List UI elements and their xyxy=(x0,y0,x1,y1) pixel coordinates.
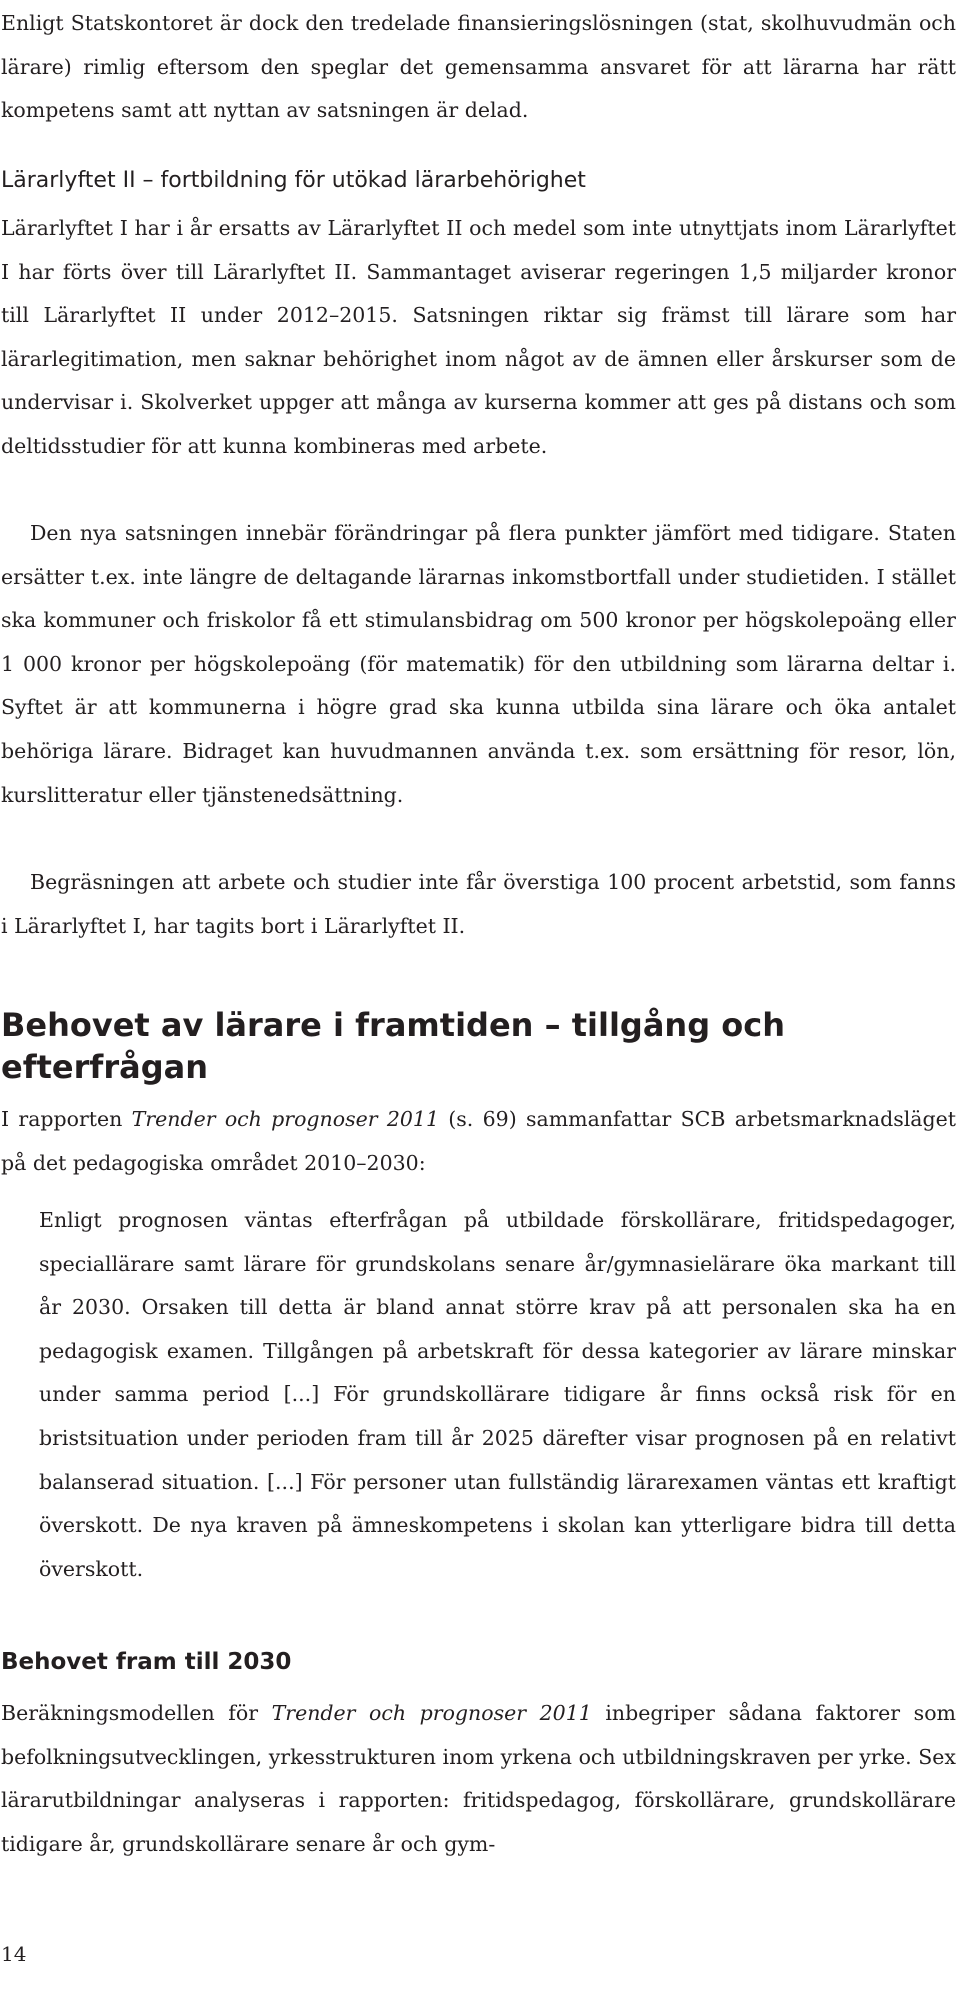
lararlyftet-paragraph-3: Begräsningen att arbete och studier inte får överstiga 100 procent arbetstid, som fanns i Lärarlyftet I, har tagits bort i Lärarlyftet II. xyxy=(1,870,956,938)
lararlyftet-subheading: Lärarlyftet II – fortbildning för utökad lärarbehörighet xyxy=(1,168,586,193)
behovet-intro-after: (s. 69) sammanfattar SCB arbetsmarknadsläget på det pedagogiska området 2010–2030: xyxy=(1,1107,956,1175)
lararlyftet-paragraph-2: Den nya satsningen innebär förändringar på flera punkter jämfört med tidigare. Staten ersätter t.ex. inte längre de deltagande lärarnas inkomstbortfall under studietiden. I stället ska kommuner och friskolor få ett stimulansbidrag om 500 kronor per högskolepoäng eller 1 000 kronor per högskolepoäng (för matematik) för den utbildning som lärarna deltar i. Syftet är att kommunerna i högre grad ska kunna utbilda sina lärare och öka antalet behöriga lärare. Bidraget kan huvudmannen använda t.ex. som ersättning för resor, lön, kurslitteratur eller tjänstenedsättning. xyxy=(1,521,956,807)
behovet-2030-after: inbegriper sådana faktorer som befolkningsutvecklingen, yrkesstrukturen inom yrkena och utbildningskraven per yrke. Sex lärarutbildningar analyseras i rapporten: fritidspedagog, förskollärare, grundskollärare tidigare år, grundskollärare senare år och gym- xyxy=(1,1701,956,1856)
behovet-intro-before: I rapporten xyxy=(1,1107,132,1131)
behovet-2030-paragraph xyxy=(1,1692,956,1866)
scb-quote: Enligt prognosen väntas efterfrågan på utbildade förskollärare, fritidspedagoger, speciallärare samt lärare för grundskolans senare år/gymnasielärare öka markant till år 2030. Orsaken till detta är bland annat större krav på att personalen ska ha en pedagogisk examen. Tillgången på arbetskraft för dessa kategorier av lärare minskar under samma period [...] För grundskollärare tidigare år finns också risk för en bristsituation under perioden fram till år 2025 därefter visar prognosen på en relativt balanserad situation. [...] För personer utan fullständig lärarexamen väntas ett kraftigt överskott. De nya kraven på ämneskompetens i skolan kan ytterligare bidra till detta överskott. xyxy=(39,1208,956,1581)
behovet-intro-title: Trender och prognoser 2011 xyxy=(131,1107,439,1131)
intro-paragraph: Enligt Statskontoret är dock den tredelade finansieringslösningen (stat, skolhuvudmän och lärare) rimlig eftersom den speglar det gemensamma ansvaret för att lärarna har rätt kompetens samt att nyttan av satsningen är delad. xyxy=(1,11,956,123)
behovet-2030-before: Beräkningsmodellen för xyxy=(1,1701,272,1725)
lararlyftet-paragraph-1: Lärarlyftet I har i år ersatts av Lärarlyftet II och medel som inte utnyttjats inom Lärarlyftet I har förts över till Lärarlyftet II. Sammantaget aviserar regeringen 1,5 miljarder kronor till Lärarlyftet II under 2012–2015. Satsningen riktar sig främst till lärare som har lärarlegitimation, men saknar behörighet inom något av de ämnen eller årskurser som de undervisar i. Skolverket uppger att många av kurserna kommer att ges på distans och som deltidsstudier för att kunna kombineras med arbete. xyxy=(1,216,956,458)
behovet-2030-title: Trender och prognoser 2011 xyxy=(271,1701,592,1725)
behovet-2030-heading: Behovet fram till 2030 xyxy=(1,1649,292,1675)
behovet-heading: Behovet av lärare i framtiden – tillgång och efterfrågan xyxy=(1,1006,785,1086)
page-number: 14 xyxy=(1,1942,27,1966)
behovet-intro-paragraph xyxy=(1,1098,956,1185)
